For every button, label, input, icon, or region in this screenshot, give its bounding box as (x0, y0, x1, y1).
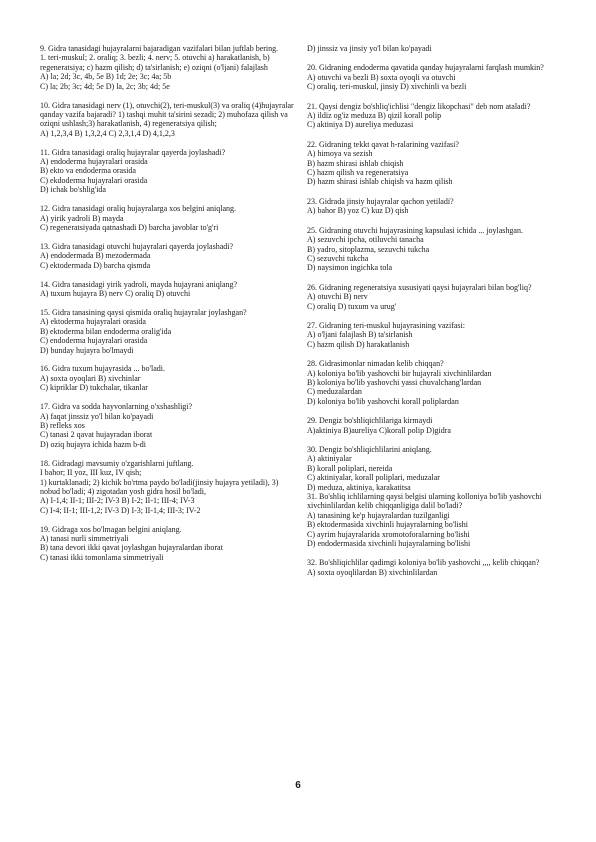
answer-line: 1. teri-muskul; 2. oraliq; 3. bezli; 4. nerv; 5. otuvchi a) harakatlanish, b) regeneratsiya; c) hazm qilish; d) ta'sirlanish; e) oziqni (o'ljani) falajlash (40, 53, 270, 72)
answer-line: C) aktiniyalar, korall poliplari, meduzalar (307, 473, 440, 483)
answer-line: A) tanasi nurli simmetriyali (40, 534, 129, 544)
question-block (307, 445, 563, 548)
question-block (40, 525, 295, 563)
answer-line: A) endoderma hujayralari orasida (40, 157, 148, 167)
question-block (40, 459, 295, 515)
question-block (307, 558, 563, 577)
answer-line: D) hazm shirasi ishlab chiqish va hazm qilish (307, 177, 453, 187)
answer-line: B) korall poliplari, nereida (307, 463, 393, 473)
question-text: 29. Dengiz bo'shliqichlilariga kirmaydi (307, 416, 433, 426)
answer-line: A) faqat jinssiz yo'l bilan ko'payadi (40, 411, 154, 421)
answer-line: C) ayrim hujayralarida xromotoforalarning bo'lishi (307, 529, 470, 539)
answer-line: C) hazm qilish D) harakatlanish (307, 339, 410, 349)
answer-line: A) bahor B) yoz C) kuz D) qish (307, 206, 409, 216)
question-block (307, 416, 563, 435)
question-text: 18. Gidradagi mavsumiy o'zgarishlarni juftlang. (40, 458, 194, 468)
question-block (40, 308, 295, 355)
question-text: 21. Qaysi dengiz bo'shliq'ichlisi "dengiz likopchasi" deb nom ataladi? (307, 101, 531, 111)
answer-line: B) tana devori ikki qavat joylashgan hujayralardan iborat (40, 543, 223, 553)
answer-line: B) ektoderma bilan endoderma oralig'ida (40, 326, 172, 336)
answer-line: A) I-1,4; II-1; III-2; IV-3 B) I-2; II-1; III-4; IV-3 (40, 496, 195, 506)
question-text: 19. Gidraga xos bo'lmagan belgini aniqlang. (40, 524, 182, 534)
answer-line: C) hazm qilish va regeneratsiya (307, 168, 409, 178)
answer-line: A) otuvchi va bezli B) soxta oyoqli va otuvchi (307, 72, 456, 82)
answer-line: C) tanasi 2 qavat hujayradan iborat (40, 430, 153, 440)
answer-line: B) refleks xos (40, 421, 85, 430)
answer-line: B) yadro, sitoplazma, sezuvchi tukcha (307, 244, 430, 254)
answer-line: D) meduza, aktiniya, karakatitsa (307, 482, 411, 492)
answer-line: C) oraliq D) tuxum va urug' (307, 301, 397, 311)
question-text: 30. Dengiz bo'shliqichlilarini aniqlang. (307, 445, 432, 454)
answer-line: A) koloniya bo'lib yashovchi bir hujayrali xivchinlilardan (307, 368, 492, 378)
answer-line: C) la; 2b; 3c; 4d; 5e D) la, 2c; 3b; 4d; 5e (40, 81, 170, 91)
question-block (40, 101, 295, 139)
answer-line: C) meduzalardan (307, 387, 362, 397)
answer-line: A) yirik yadroli B) mayda (40, 213, 124, 223)
question-text: 15. Gidra tanasining qaysi qismida oraliq hujayralar joylashgan? (40, 307, 247, 317)
answer-line: C) I-4; II-1; III-1,2; IV-3 D) I-3; II-1,4; III-3; IV-2 (40, 505, 201, 515)
answer-line: B) hazm shirasi ishlab chiqish (307, 158, 404, 168)
answer-line: D) koloniya bo'lib yashovchi korall poliplardan (307, 396, 459, 406)
left-column (40, 44, 295, 572)
question-block (307, 283, 563, 311)
answer-line: A) la; 2d; 3c, 4b, 5e B) 1d; 2e; 3c; 4a; 5b (40, 72, 172, 82)
question-text: 12. Gidra tanasidagi oraliq hujayralarga xos belgini aniqlang. (40, 204, 237, 214)
answer-line: C) ekdoderma hujayralari orasida (40, 175, 148, 185)
question-block (307, 359, 563, 406)
answer-line: A) tuxum hujayra B) nerv C) oraliq D) otuvchi (40, 289, 191, 299)
question-text: 10. Gidra tanasidagi nerv (1), otuvchi(2), teri-muskul(3) va oraliq (4)hujayralar qanday vazifa bajaradi? 1) tashqi muhit ta'sirini sezadi; 2) muhofaza qilish va oziqni ushlash;3) harakatlanish, 4) regeneratsiya qilish; (40, 100, 294, 129)
answer-line: A) soxta oyoqlari B) xivchinlar (40, 373, 141, 383)
question-block (40, 148, 295, 195)
question-block (40, 280, 295, 299)
question-block (40, 242, 295, 270)
answer-line: C) regeneratsiyada qatnashadi D) barcha javoblar to'g'ri (40, 223, 219, 232)
question-block (40, 364, 295, 392)
question-text: 13. Gidra tanasidagi otuvchi hujayralari qayerda joylashadi? (40, 241, 234, 251)
answer-line: A) o'ljani falajlash B) ta'sirlanish (307, 330, 413, 340)
answer-line: C) aktiniya D) aureliya meduzasi (307, 120, 414, 130)
question-text: 16. Gidra tuxum hujayrasida ... bo'ladi. (40, 364, 165, 374)
question-block (307, 197, 563, 216)
answer-line: 1) kurtaklanadi; 2) kichik bo'rtma paydo bo'ladi(jinsiy hujayra yetiladi), 3) nobud bo'ladi; 4) zigotadan yosh gidra hosil bo'ladi, (40, 477, 279, 496)
question-block (40, 204, 295, 232)
question-text: 27. Gidraning teri-muskul hujayrasining vazifasi: (307, 320, 465, 330)
question-text: 9. Gidra tanasidagi hujayralarni bajaradigan vazifalari bilan juftlab bering. (40, 44, 279, 53)
question-text: 25. Gidraning otuvchi hujayrasining kapsulasi ichida ... joylashgan. (307, 225, 523, 235)
question-text: 26. Gidraning regeneratsiya xususiyati qaysi hujayralari bilan bog'liq? (307, 282, 532, 292)
question-text: 28. Gidrasimonlar nimadan kelib chiqqan? (307, 359, 444, 369)
question-text: 20. Gidraning endoderma qavatida qanday hujayralarni farqlash mumkin? (307, 63, 544, 73)
answer-line: B) ekto va endoderma orasida (40, 166, 136, 176)
question-text: 23. Gidrada jinsiy hujayralar qachon yetiladi? (307, 196, 454, 206)
answer-line: C) sezuvchi tukcha (307, 253, 369, 263)
page-number: 6 (295, 780, 301, 791)
answer-line: D) naysimon ingichka tola (307, 263, 393, 273)
answer-line: A) 1,2,3,4 B) 1,3,2,4 C) 2,3,1,4 D) 4,1,2,3 (40, 128, 175, 138)
answer-line: B) koloniya bo'lib yashovchi yassi chuvalchang'lardan (307, 377, 482, 387)
question-block (307, 140, 563, 187)
question-block (40, 44, 295, 91)
question-block (307, 102, 563, 130)
answer-line: C) tanasi ikki tomonlama simmetriyali (40, 552, 164, 562)
question-text: 32. Bo'shliqichlilar qadimgi koloniya bo'lib yashovchi ,,,, kelib chiqqan? (307, 558, 540, 568)
question-block (40, 402, 295, 449)
question-text: 22. Gidraning tekkt qavat h-ralarining vazifasi? (307, 139, 459, 149)
answer-line: C) ektodermada D) barcha qismda (40, 260, 151, 270)
answer-line: D) endodermasida xivchinli hujayralarning bo'lishi (307, 539, 471, 549)
question-text: 17. Gidra va sodda hayvonlarning o'xshashligi? (40, 402, 193, 412)
answer-line: A) ektoderma hujayralari orasida (40, 317, 146, 327)
question-block (307, 321, 563, 349)
answer-line: A)aktiniya B)aureliya C)korall polip D)gidra (307, 425, 451, 435)
answer-line: A) tanasining ke'p hujayralardan tuzilganligi (307, 510, 450, 520)
question-text: 11. Gidra tanasidagi oraliq hujayralar qayerda joylashadi? (40, 147, 226, 157)
answer-line: D) oziq hujayra ichida hazm b-di (40, 439, 146, 449)
question-block (307, 63, 563, 91)
answer-line: I bahor; II yoz, III kuz, IV qish; (40, 468, 142, 478)
question-block (307, 44, 563, 53)
answer-line: A) himoya va sezish (307, 149, 373, 159)
answer-line: A) ildiz og'iz meduza B) qizil korall polip (307, 111, 442, 121)
answer-line: D) ichak bo'shlig'ida (40, 185, 106, 195)
answer-line: A) sezuvchi ipcha, otiluvchi tanacha (307, 235, 424, 245)
question-text: 14. Gidra tanasidagi yirik yadroli, mayda hujayrani aniqlang? (40, 279, 238, 289)
right-column (307, 44, 563, 587)
answer-line: 31. Bo'shliq ichlilarning qaysi belgisi ularning kolloniya bo'lib yashovchi xivchinlilardan kelib chiqqanligiga dalil bo'ladi? (307, 492, 542, 511)
answer-line: A) otuvchi B) nerv (307, 292, 368, 302)
answer-line: B) ektodermasida xivchinli hujayralarning bo'lishi (307, 520, 468, 530)
answer-line: A) aktiniyalar (307, 454, 352, 464)
answer-line: C) endoderma hujayralari orasida (40, 336, 148, 346)
answer-line: A) soxta oyoqlilardan B) xivchinlilardan (307, 567, 438, 577)
question-text: D) jinssiz va jinsiy yo'l bilan ko'payadi (307, 44, 432, 53)
question-block (307, 226, 563, 273)
answer-line: C) kipriklar D) tukchalar, tikanlar (40, 383, 148, 393)
answer-line: D) bunday hujayra bo'lmaydi (40, 345, 134, 355)
answer-line: A) endodermada B) mezodermada (40, 251, 151, 261)
answer-line: C) oraliq, teri-muskul, jinsiy D) xivchinli va bezli (307, 82, 467, 92)
